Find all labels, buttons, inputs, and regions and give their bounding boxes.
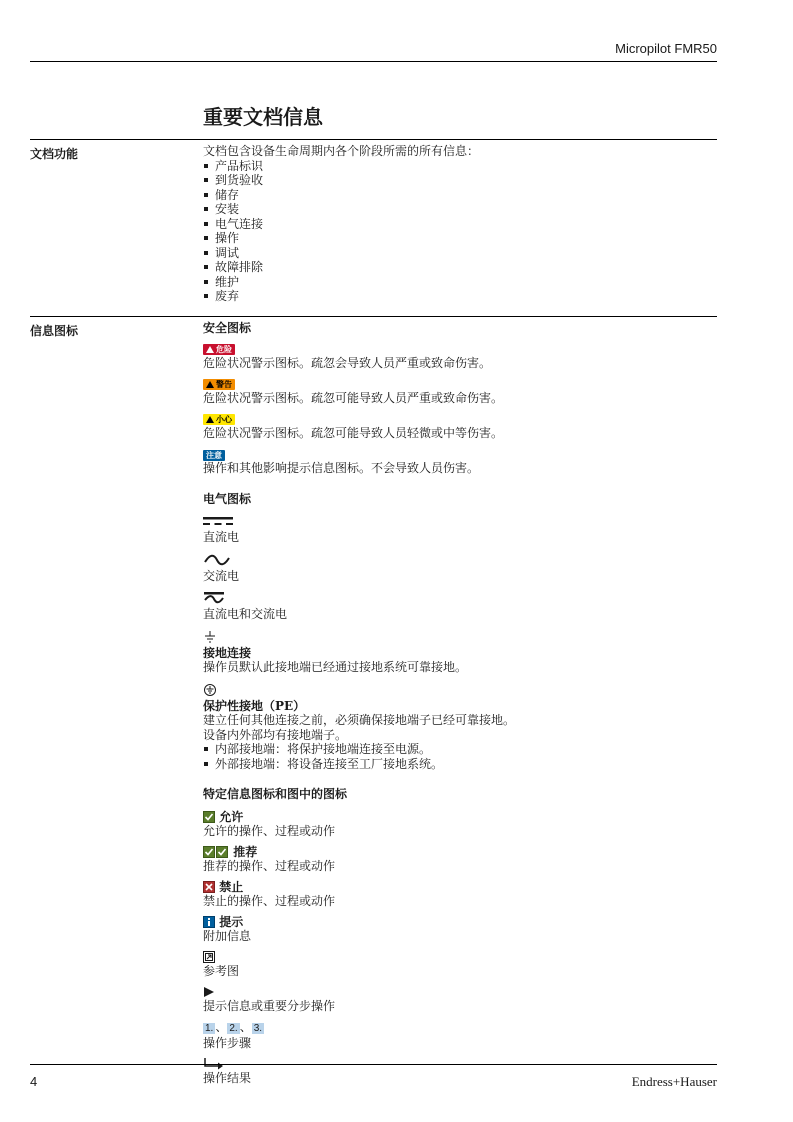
protective-earth-icon <box>203 681 217 699</box>
list-item: 安装 <box>203 202 479 217</box>
warning-triangle-icon <box>206 346 214 353</box>
doc-function-content <box>203 144 479 304</box>
doc-function-list <box>203 159 479 304</box>
list-item: 内部接地端：将保护接地端连接至电源。 <box>203 742 515 757</box>
alternating-current-icon <box>203 551 231 569</box>
result-block <box>203 1057 515 1086</box>
dc-label: 直流电 <box>203 530 240 544</box>
danger-badge <box>203 344 235 355</box>
doc-function-intro: 文档包含设备生命周期内各个阶段所需的所有信息： <box>203 144 480 158</box>
page-title: 重要文档信息 <box>203 105 323 129</box>
warning-badge-label: 警告 <box>216 379 232 389</box>
allowed-text: 允许的操作、过程或动作 <box>203 824 336 838</box>
caution-text: 危险状况警示图标。疏忽可能导致人员轻微或中等伤害。 <box>203 426 504 440</box>
list-item: 外部接地端：将设备连接至工厂接地系统。 <box>203 757 515 772</box>
safety-heading: 安全图标 <box>203 321 252 335</box>
ac-dc-icon <box>203 589 227 607</box>
ac-label: 交流电 <box>203 568 240 583</box>
caution-block <box>203 412 515 441</box>
play-arrow-icon <box>203 986 215 998</box>
step-separator: 、 <box>215 1019 228 1034</box>
allowed-title: 允许 <box>219 809 244 824</box>
specific-heading: 特定信息图标和图中的图标 <box>203 787 348 801</box>
warning-text: 危险状况警示图标。疏忽可能导致人员严重或致命伤害。 <box>203 391 504 405</box>
danger-text: 危险状况警示图标。疏忽会导致人员严重或致命伤害。 <box>203 356 492 370</box>
caution-badge <box>203 414 235 425</box>
notice-text: 操作和其他影响提示信息图标。不会导致人员伤害。 <box>203 461 480 475</box>
allowed-check-icon <box>203 811 215 823</box>
reference-text: 参考图 <box>203 964 240 978</box>
header-product: Micropilot FMR50 <box>615 41 717 56</box>
list-item: 到货验收 <box>203 173 479 188</box>
preferred-block <box>203 845 515 874</box>
list-item: 产品标识 <box>203 159 479 174</box>
forbidden-title: 禁止 <box>219 879 244 894</box>
list-item: 储存 <box>203 188 479 203</box>
list-item: 电气连接 <box>203 217 479 232</box>
page-number: 4 <box>30 1074 38 1089</box>
notice-badge-label: 注意 <box>206 450 222 460</box>
tip-text: 附加信息 <box>203 929 252 943</box>
step-badge-1: 1. <box>205 1022 214 1034</box>
ground-icon <box>203 628 217 646</box>
section-divider <box>30 139 717 140</box>
danger-block <box>203 342 515 371</box>
info-symbols-content <box>203 321 515 1086</box>
tip-block <box>203 915 515 944</box>
brand-name: Endress+Hauser <box>631 1074 717 1089</box>
step-separator: 、 <box>239 1019 252 1034</box>
warning-triangle-icon <box>206 381 214 388</box>
section-divider <box>30 316 717 317</box>
notice-step-block <box>203 985 515 1014</box>
list-item: 维护 <box>203 275 479 290</box>
notice-block <box>203 447 515 476</box>
preferred-double-check-icon <box>203 846 229 858</box>
tip-title: 提示 <box>219 914 244 929</box>
section-label-doc-function: 文档功能 <box>30 147 79 161</box>
list-item: 操作 <box>203 231 479 246</box>
pe-title: 保护性接地（PE） <box>203 698 306 713</box>
warning-badge <box>203 379 235 390</box>
electrical-heading: 电气图标 <box>203 491 252 506</box>
steps-text: 操作步骤 <box>203 1036 252 1050</box>
forbidden-text: 禁止的操作、过程或动作 <box>203 894 336 908</box>
list-item: 故障排除 <box>203 260 479 275</box>
notice-badge <box>203 450 225 461</box>
info-tip-icon <box>203 916 215 928</box>
acdc-label: 直流电和交流电 <box>203 607 288 621</box>
warning-triangle-icon <box>206 416 214 423</box>
direct-current-icon <box>203 512 235 530</box>
caution-badge-label: 小心 <box>216 414 232 424</box>
ground-text: 操作员默认此接地端已经通过接地系统可靠接地。 <box>203 660 468 674</box>
header-divider <box>30 61 717 62</box>
warning-block <box>203 377 515 406</box>
notice-step-text: 提示信息或重要分步操作 <box>203 999 336 1013</box>
preferred-title: 推荐 <box>233 844 258 859</box>
pe-list <box>203 742 515 771</box>
footer-divider <box>30 1064 717 1065</box>
allowed-block <box>203 810 515 839</box>
pe-text-2: 设备内外部均有接地端子。 <box>203 727 348 742</box>
steps-block <box>203 1020 515 1051</box>
pe-text-1: 建立任何其他连接之前，必须确保接地端子已经可靠接地。 <box>203 713 516 727</box>
forbidden-block <box>203 880 515 909</box>
result-text: 操作结果 <box>203 1071 252 1085</box>
danger-badge-label: 危险 <box>216 344 232 354</box>
forbidden-cross-icon <box>203 881 215 893</box>
list-item: 调试 <box>203 246 479 261</box>
ground-title: 接地连接 <box>203 645 252 660</box>
step-badge-3: 3. <box>253 1022 263 1034</box>
reference-block <box>203 950 515 979</box>
preferred-text: 推荐的操作、过程或动作 <box>203 859 336 873</box>
section-label-info-symbols: 信息图标 <box>30 324 79 338</box>
list-item: 废弃 <box>203 289 479 304</box>
step-numbers <box>203 1020 515 1037</box>
reference-graphic-icon <box>203 951 215 963</box>
step-badge-2: 2. <box>229 1022 238 1034</box>
